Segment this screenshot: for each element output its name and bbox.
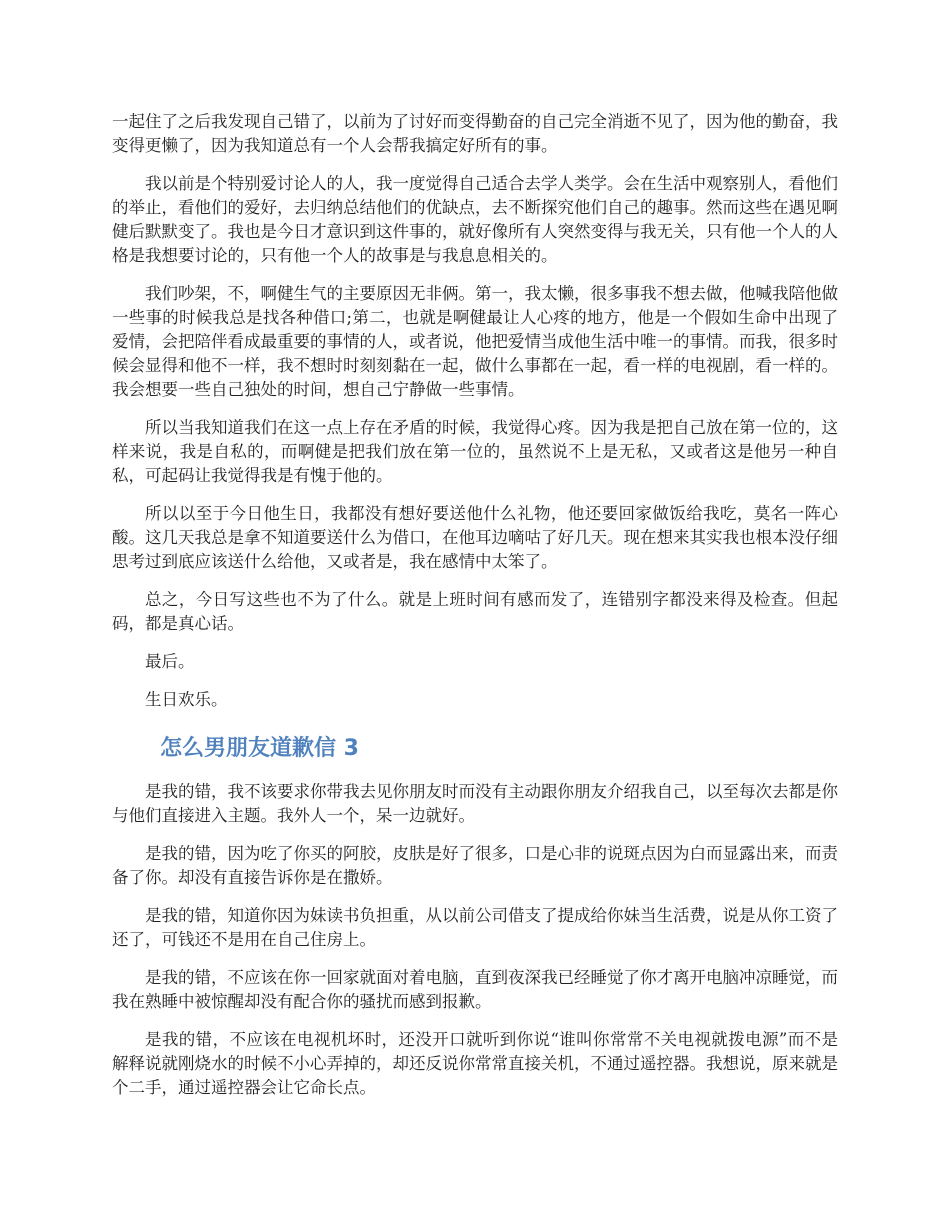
paragraph: 是我的错，不应该在电视机坏时，还没开口就听到你说“谁叫你常常不关电视就拨电源”而不是解释说就刚烧水的时候不小心弄掉的，却还反说你常常直接关机，不通过遥控器。我想说，原来就是个二手，通过遥控器会让它命长点。	[112, 1030, 838, 1097]
paragraph: 总之，今日写这些也不为了什么。就是上班时间有感而发了，连错别字都没来得及检查。但起码，都是真心话。	[112, 590, 838, 633]
section-heading: 怎么男朋友道歉信 3	[160, 736, 359, 761]
paragraph: 是我的错，因为吃了你买的阿胶，皮肤是好了很多，口是心非的说斑点因为白而显露出来，而责备了你。却没有直接告诉你是在撒娇。	[112, 844, 838, 887]
paragraph: 所以以至于今日他生日，我都没有想好要送他什么礼物，他还要回家做饭给我吃，莫名一阵心酸。这几天我总是拿不知道要送什么为借口，在他耳边嘀咕了好几天。现在想来其实我也根本没仔细思考过到底应该送什么给他，又或者是，我在感情中太笨了。	[112, 504, 838, 571]
paragraph: 最后。	[145, 652, 195, 671]
paragraph: 我们吵架，不，啊健生气的主要原因无非俩。第一，我太懒，很多事我不想去做，他喊我陪他做一些事的时候我总是找各种借口;第二，也就是啊健最让人心疼的地方，他是一个假如生命中出现了爱情，会把陪伴看成最重要的事情的人，或者说，他把爱情当成他生活中唯一的事情。而我，很多时候会显得和他不一样，我不想时时刻刻黏在一起，做什么事都在一起，看一样的电视剧，看一样的。我会想要一些自己独处的时间，想自己宁静做一些事情。	[112, 284, 838, 399]
paragraph: 生日欢乐。	[145, 690, 228, 709]
paragraph: 是我的错，我不该要求你带我去见你朋友时而没有主动跟你朋友介绍我自己，以至每次去都是你与他们直接进入主题。我外人一个，呆一边就好。	[112, 782, 838, 825]
paragraph: 所以当我知道我们在这一点上存在矛盾的时候，我觉得心疼。因为我是把自己放在第一位的，这样来说，我是自私的，而啊健是把我们放在第一位的，虽然说不上是无私，又或者这是他另一种自私，可起码让我觉得我是有愧于他的。	[112, 418, 838, 485]
paragraph: 是我的错，知道你因为妹读书负担重，从以前公司借支了提成给你妹当生活费，说是从你工资了还了，可钱还不是用在自己住房上。	[112, 906, 838, 949]
paragraph: 一起住了之后我发现自己错了，以前为了讨好而变得勤奋的自己完全消逝不见了，因为他的勤奋，我变得更懒了，因为我知道总有一个人会帮我搞定好所有的事。	[112, 112, 838, 155]
paragraph: 我以前是个特别爱讨论人的人，我一度觉得自己适合去学人类学。会在生活中观察别人，看他们的举止，看他们的爱好，去归纳总结他们的优缺点，去不断探究他们自己的趣事。然而这些在遇见啊健后默默变了。我也是今日才意识到这件事的，就好像所有人突然变得与我无关，只有他一个人的人格是我想要讨论的，只有他一个人的故事是与我息息相关的。	[112, 174, 838, 265]
paragraph: 是我的错，不应该在你一回家就面对着电脑，直到夜深我已经睡觉了你才离开电脑冲凉睡觉，而我在熟睡中被惊醒却没有配合你的骚扰而感到报歉。	[112, 968, 838, 1011]
